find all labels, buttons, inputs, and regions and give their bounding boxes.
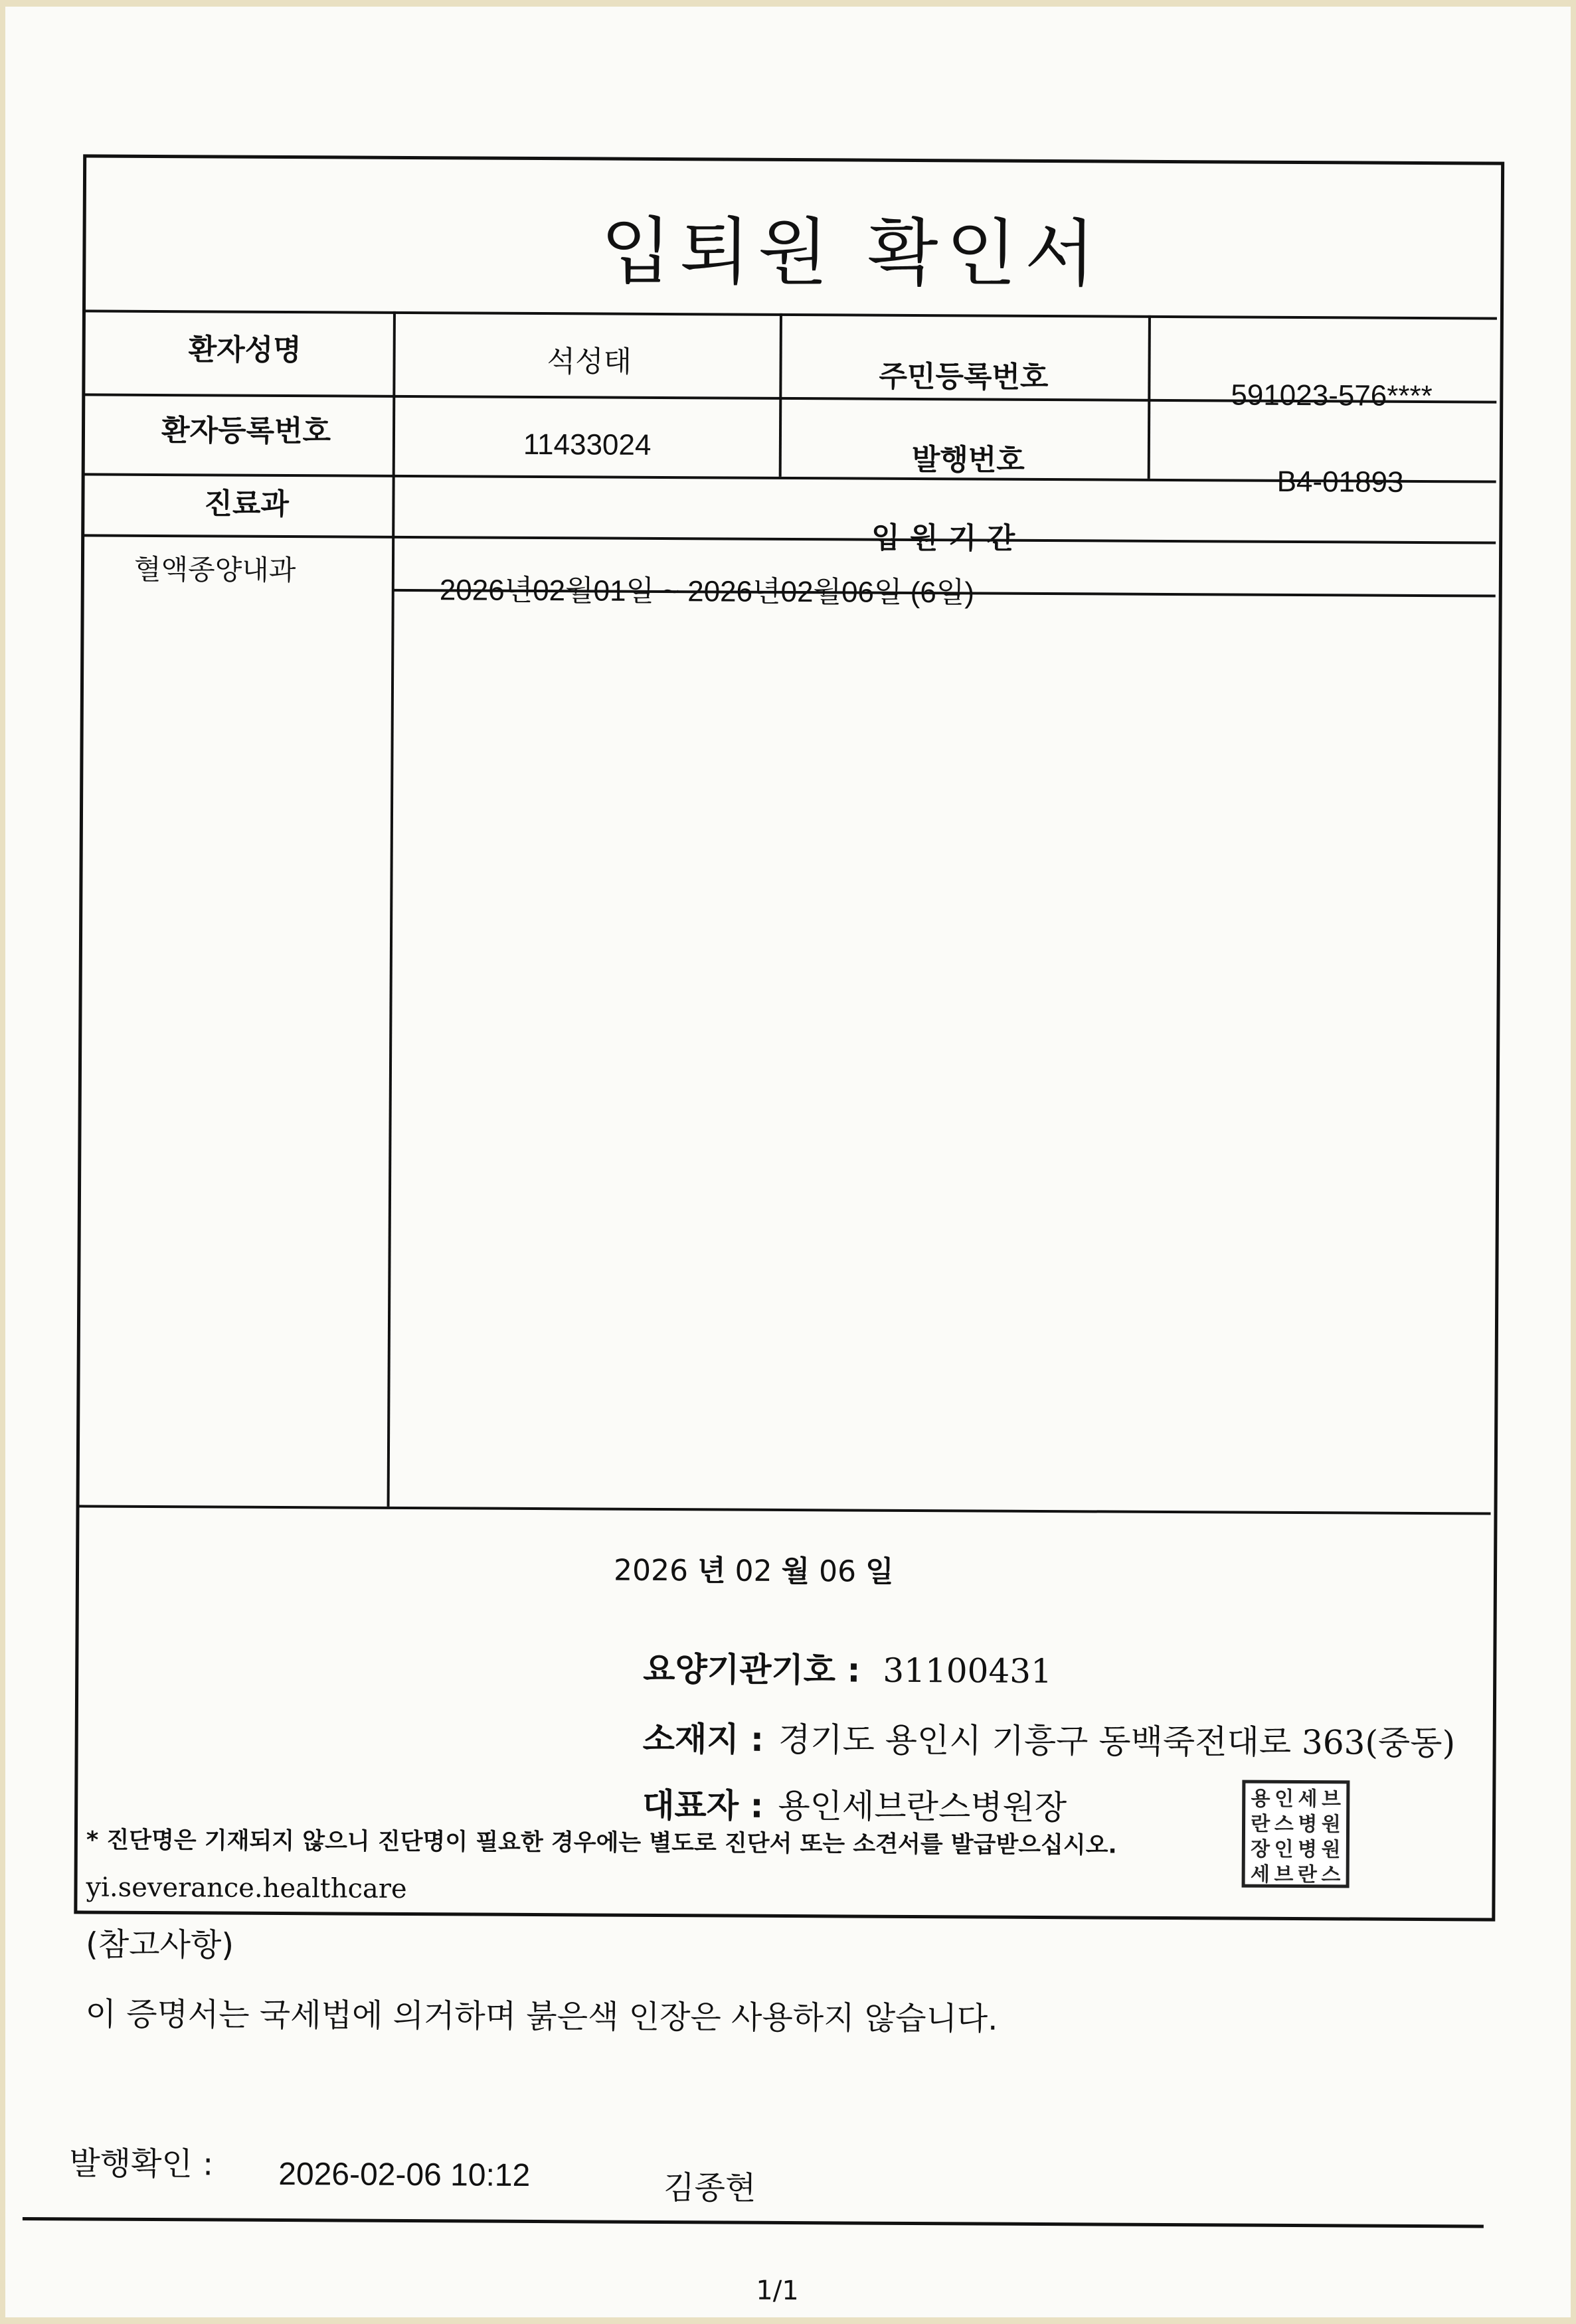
website: yi.severance.healthcare (86, 1872, 407, 1905)
issue-date-year-unit: 년 (697, 1554, 726, 1588)
resident-number: 591023-576**** (1231, 378, 1433, 413)
patient-name-label: 환자성명 (188, 333, 302, 368)
certificate (5, 7, 1571, 2317)
seal-glyph: 원 (1321, 1838, 1341, 1862)
seal-glyph: 란 (1251, 1812, 1270, 1836)
seal-glyph: 병 (1298, 1813, 1318, 1837)
seal-glyph: 용 (1251, 1787, 1270, 1811)
issue-datetime: 2026-02-06 10:12 (278, 2156, 531, 2193)
department-label: 진료과 (204, 487, 290, 522)
address-label: 소재지 : (642, 1719, 764, 1759)
department: 혈액종양내과 (133, 552, 296, 587)
seal-glyph: 브 (1321, 1787, 1342, 1811)
page-title: 입퇴원 확인서 (600, 208, 1104, 297)
resident-number-label: 주민등록번호 (879, 359, 1049, 395)
institution-code-row (643, 1649, 1053, 1691)
institution-code: 31100431 (883, 1651, 1053, 1691)
issuer-name: 김종현 (663, 2169, 756, 2207)
seal-glyph: 병 (1298, 1838, 1318, 1862)
reference-label: (참고사항) (85, 1926, 234, 1964)
issue-confirm-label: 발행확인 : (69, 2145, 214, 2183)
official-seal (1242, 1780, 1350, 1888)
seal-glyph: 세 (1298, 1787, 1318, 1811)
seal-glyph: 장 (1251, 1837, 1270, 1861)
issue-date-day: 06 (818, 1554, 857, 1589)
issue-number-label: 발행번호 (911, 442, 1025, 477)
issue-number: B4-01893 (1276, 465, 1404, 499)
seal-glyph: 인 (1274, 1837, 1294, 1861)
seal-glyph: 란 (1297, 1863, 1317, 1887)
reference-text: 이 증명서는 국세법에 의거하며 붉은색 인장은 사용하지 않습니다. (85, 1995, 998, 2038)
address: 경기도 용인시 기흥구 동백죽전대로 363(중동) (778, 1720, 1456, 1763)
footer-rule (23, 2217, 1484, 2228)
seal-glyph: 브 (1274, 1863, 1294, 1886)
seal-glyph: 인 (1274, 1787, 1294, 1811)
admission-period: 2026년02월01일 ~ 2026년02월06일 (6일) (439, 574, 975, 610)
issue-date-day-unit: 일 (865, 1554, 894, 1589)
seal-glyph: 스 (1274, 1812, 1294, 1836)
patient-reg-number: 11433024 (523, 428, 652, 461)
issue-date-month: 02 (735, 1554, 772, 1588)
page-number: 1/1 (756, 2275, 799, 2307)
issue-date (613, 1553, 894, 1589)
seal-glyph: 세 (1250, 1863, 1270, 1886)
representative-row (642, 1785, 1067, 1827)
issue-date-month-unit: 월 (781, 1554, 810, 1589)
admission-period-label: 입 원 기 간 (871, 521, 1015, 556)
issue-date-year: 2026 (613, 1553, 689, 1588)
address-row (642, 1719, 1456, 1763)
patient-reg-label: 환자등록번호 (161, 414, 331, 449)
representative-label: 대표자 : (642, 1785, 764, 1825)
diagnosis-note: * 진단명은 기재되지 않으니 진단명이 필요한 경우에는 별도로 진단서 또는 소견서를 발급받으십시오. (86, 1827, 1117, 1859)
seal-glyph: 스 (1321, 1863, 1341, 1887)
representative: 용인세브란스병원장 (778, 1786, 1067, 1827)
document-page (5, 7, 1571, 2317)
seal-glyph: 원 (1321, 1813, 1341, 1837)
institution-code-label: 요양기관기호 : (643, 1649, 861, 1690)
patient-name: 석성태 (547, 345, 632, 378)
